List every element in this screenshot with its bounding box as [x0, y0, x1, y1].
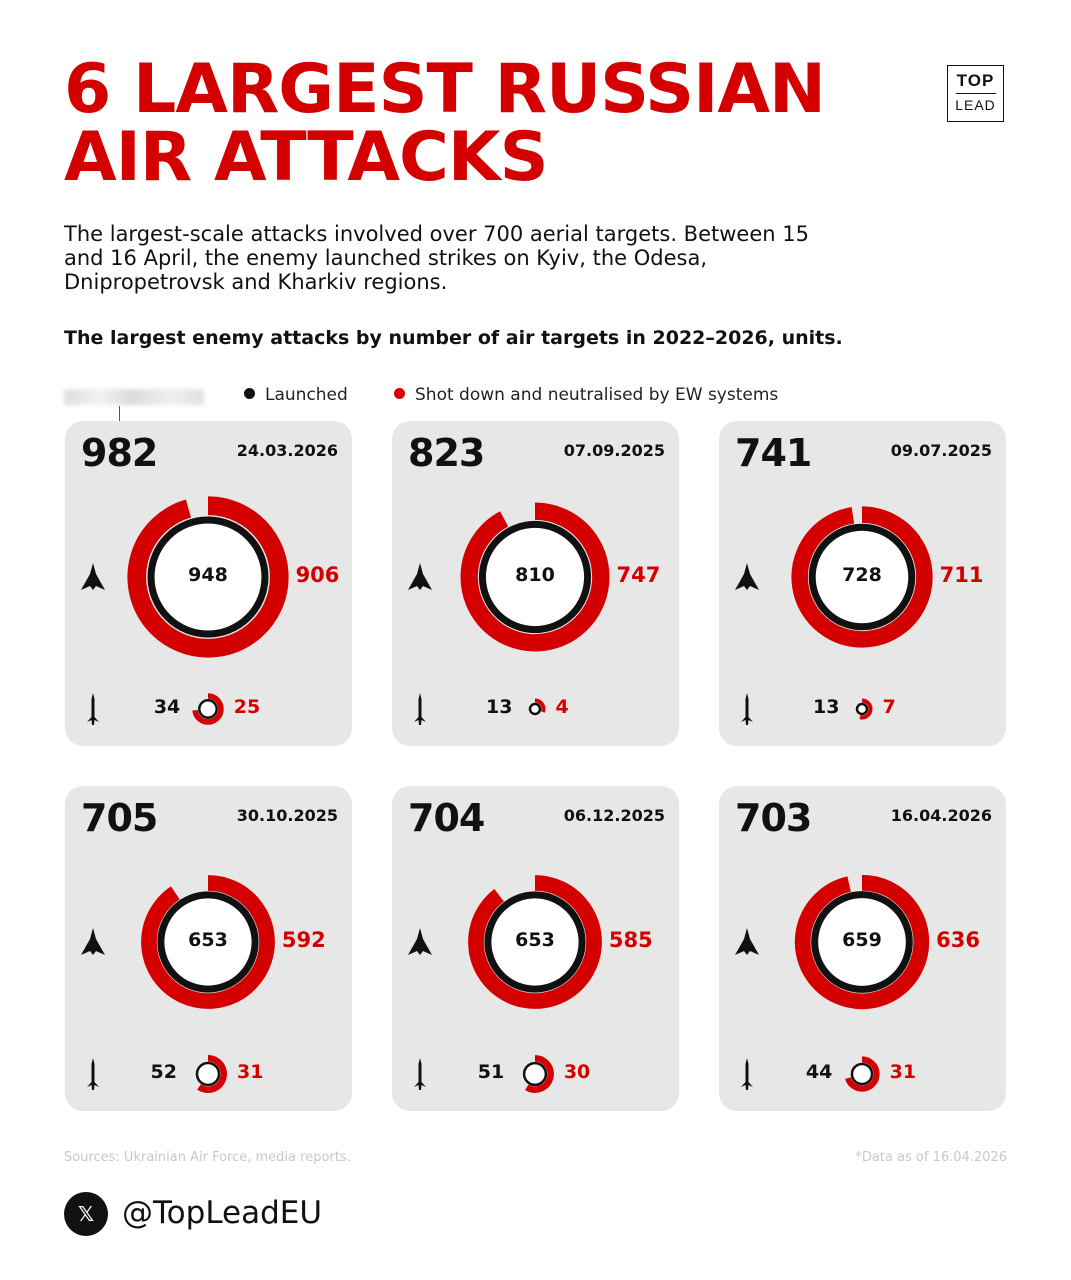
missiles-launched-ring: [197, 1063, 219, 1085]
missile-icon: [414, 1058, 426, 1090]
drone-icon: [81, 928, 105, 955]
legend-launched: [244, 385, 348, 405]
attack-total: 705: [81, 796, 158, 840]
drones-shot-value: 585: [608, 928, 653, 952]
drones-launched-value: 948: [188, 564, 228, 586]
attack-total: 982: [81, 431, 158, 475]
drones-shot-value: 906: [295, 563, 340, 587]
missile-icon: [741, 1058, 753, 1090]
attack-total: 704: [408, 796, 485, 840]
toplead-logo: [947, 65, 1004, 122]
attack-card: [719, 786, 1006, 1111]
sources-note: Sources: Ukrainian Air Force, media reports.: [64, 1150, 351, 1165]
drones-launched-value: 728: [842, 564, 882, 586]
attack-date: 07.09.2025: [563, 441, 665, 460]
missiles-shot-value: 4: [555, 696, 569, 718]
missile-icon: [414, 693, 426, 725]
blurred-legend-label: [64, 389, 204, 405]
legend-black-dot-icon: [244, 388, 255, 399]
drones-shot-value: 711: [939, 563, 984, 587]
attack-total: 703: [735, 796, 812, 840]
legend-launched-label: Launched: [265, 385, 348, 405]
drone-icon: [81, 563, 105, 590]
social-handle[interactable]: [64, 1192, 464, 1236]
attack-date: 09.07.2025: [890, 441, 992, 460]
missile-icon: [87, 1058, 99, 1090]
attack-card: [65, 421, 352, 746]
drones-shot-value: 747: [616, 563, 661, 587]
missiles-launched-ring: [524, 1063, 546, 1085]
missiles-launched-value: 13: [813, 696, 840, 718]
data-as-of-note: *Data as of 16.04.2026: [855, 1150, 1007, 1165]
x-logo-icon: 𝕏: [64, 1192, 108, 1236]
attack-date: 16.04.2026: [890, 806, 992, 825]
missiles-shot-value: 31: [237, 1061, 264, 1083]
missiles-launched-value: 44: [805, 1061, 833, 1083]
drones-launched-value: 653: [188, 929, 228, 951]
missile-icon: [87, 693, 99, 725]
missiles-launched-value: 51: [477, 1061, 505, 1083]
missiles-launched-value: 52: [150, 1061, 177, 1083]
logo-line-2: LEAD: [955, 97, 996, 113]
missiles-launched-value: 34: [153, 696, 181, 718]
legend-shot-down: [394, 385, 778, 405]
attack-card: [392, 786, 679, 1111]
subtitle: The largest-scale attacks involved over 700 aerial targets. Between 15 and 16 April, the enemy launched strikes on Kyiv, the Odesa, Dnipropetrovsk and Kharkiv regions.: [64, 222, 809, 294]
drone-icon: [735, 928, 759, 955]
attack-date: 24.03.2026: [236, 441, 338, 460]
page-title: [64, 50, 904, 197]
missiles-shot-value: 25: [233, 696, 261, 718]
missiles-launched-ring: [199, 700, 216, 717]
drones-launched-value: 810: [515, 564, 555, 586]
legend-shot-down-label: Shot down and neutralised by EW systems: [415, 385, 779, 405]
drones-launched-value: 653: [515, 929, 555, 951]
missiles-launched-ring: [857, 704, 867, 714]
drone-icon: [735, 563, 759, 590]
attack-card: [392, 421, 679, 746]
twitter-handle: @TopLeadEU: [122, 1195, 323, 1231]
attack-total: 823: [408, 431, 485, 475]
logo-line-1: TOP: [956, 71, 995, 90]
attack-date: 30.10.2025: [236, 806, 338, 825]
drone-icon: [408, 563, 432, 590]
attack-card: [719, 421, 1006, 746]
missiles-shot-value: 31: [889, 1061, 917, 1083]
drones-launched-value: 659: [842, 929, 882, 951]
missiles-launched-ring: [530, 704, 540, 714]
logo-divider: [956, 93, 996, 94]
drones-shot-value: 592: [281, 928, 326, 952]
missiles-launched-value: 13: [486, 696, 513, 718]
legend-red-dot-icon: [394, 388, 405, 399]
missiles-shot-value: 30: [563, 1061, 591, 1083]
drones-shot-value: 636: [936, 928, 981, 952]
chart-heading: The largest enemy attacks by number of air targets in 2022–2026, units.: [64, 327, 843, 349]
missiles-launched-ring: [852, 1064, 872, 1084]
title-line-2: AIR ATTACKS: [64, 118, 548, 197]
legend: [64, 384, 964, 410]
title-line-1: 6 LARGEST RUSSIAN: [64, 50, 825, 129]
missiles-shot-value: 7: [882, 696, 896, 718]
missile-icon: [741, 693, 753, 725]
drone-icon: [408, 928, 432, 955]
attack-card: [65, 786, 352, 1111]
attack-date: 06.12.2025: [563, 806, 665, 825]
attack-total: 741: [735, 431, 812, 475]
